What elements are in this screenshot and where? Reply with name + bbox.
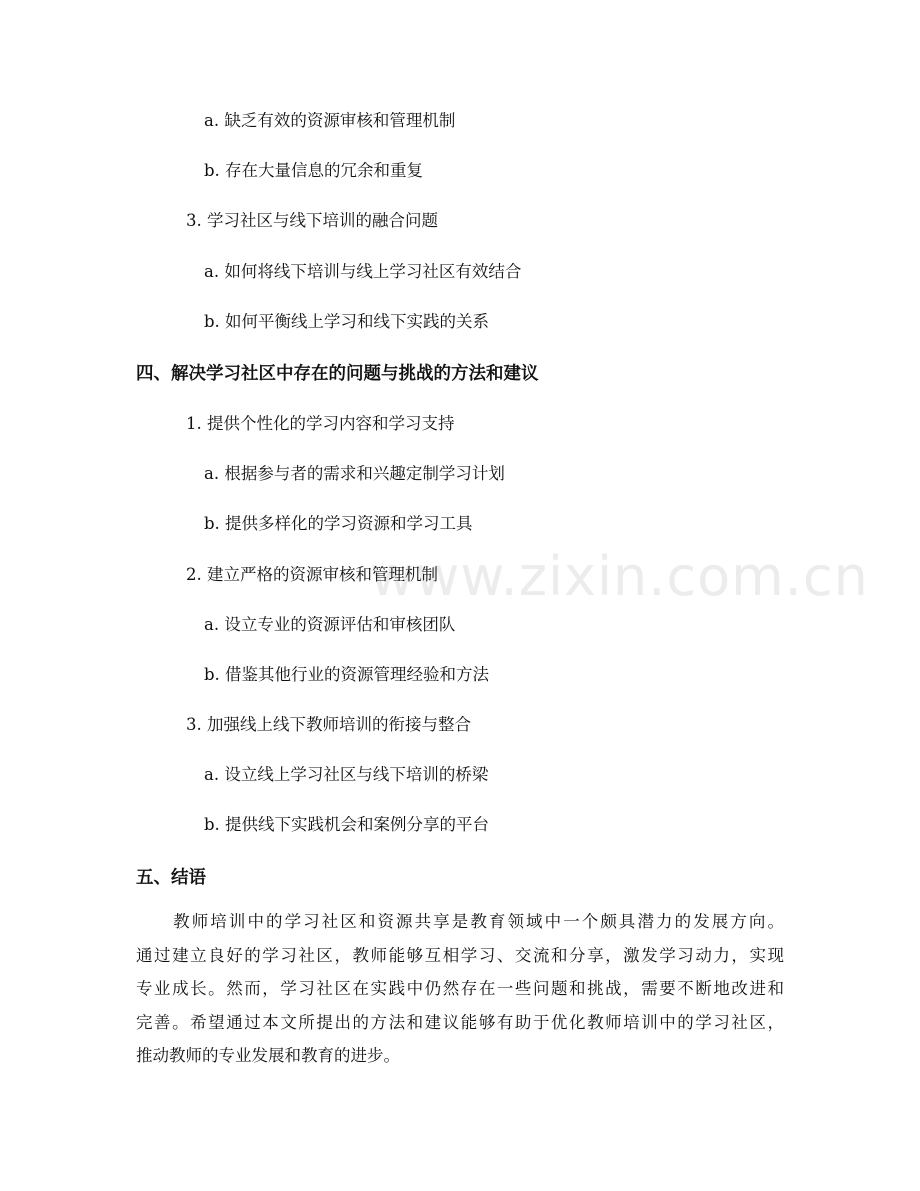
watermark: www.zixin.com.cn [370,545,869,608]
list-item: a. 设立线上学习社区与线下培训的桥梁 [204,765,489,784]
list-item: 3. 加强线上线下教师培训的衔接与整合 [186,715,471,734]
list-item: b. 借鉴其他行业的资源管理经验和方法 [204,665,490,684]
list-item: b. 存在大量信息的冗余和重复 [204,161,424,180]
paragraph-line: 教师培训中的学习社区和资源共享是教育领域中一个颇具潜力的发展方向。 [136,912,784,931]
list-item: a. 缺乏有效的资源审核和管理机制 [204,111,456,130]
list-item: 3. 学习社区与线下培训的融合问题 [186,211,438,230]
list-item: a. 如何将线下培训与线上学习社区有效结合 [204,262,522,281]
list-item: b. 提供多样化的学习资源和学习工具 [204,514,473,533]
paragraph-line: 专业成长。然而，学习社区在实践中仍然存在一些问题和挑战，需要不断地改进和 [136,979,784,998]
list-item: 1. 提供个性化的学习内容和学习支持 [186,414,455,433]
paragraph-line: 通过建立良好的学习社区，教师能够互相学习、交流和分享，激发学习动力，实现 [136,945,784,965]
paragraph-line: 完善。希望通过本文所提出的方法和建议能够有助于优化教师培训中的学习社区， [136,1012,784,1032]
list-item: b. 如何平衡线上学习和线下实践的关系 [204,312,490,331]
list-item: a. 根据参与者的需求和兴趣定制学习计划 [204,464,505,483]
paragraph-line: 推动教师的专业发展和教育的进步。 [136,1046,400,1065]
section-heading: 四、解决学习社区中存在的问题与挑战的方法和建议 [136,364,539,384]
conclusion-paragraph [136,905,784,1073]
list-item: a. 设立专业的资源评估和审核团队 [204,615,456,634]
list-item: b. 提供线下实践机会和案例分享的平台 [204,815,490,834]
list-item: 2. 建立严格的资源审核和管理机制 [186,565,438,584]
section-heading: 五、结语 [136,868,206,888]
